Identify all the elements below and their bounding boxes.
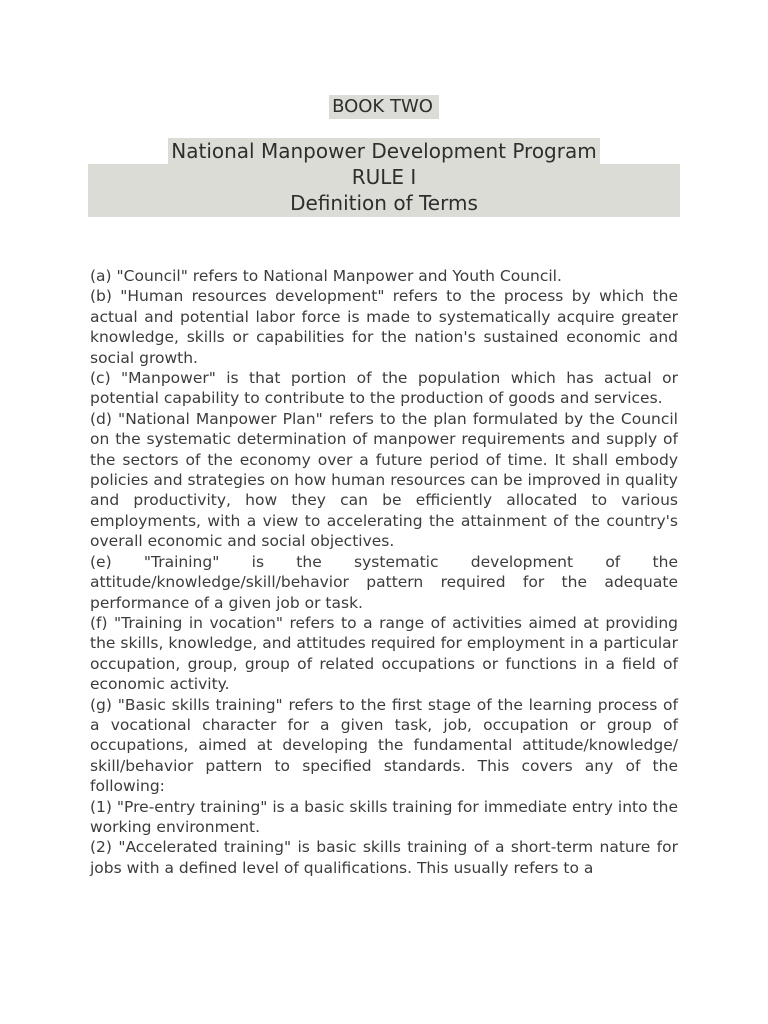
definition-paragraph: (2) "Accelerated training" is basic skills training of a short-term nature for jobs with a defined level of qualifications. This usually refers to a	[90, 838, 678, 877]
definition-paragraph: (g) "Basic skills training" refers to the first stage of the learning process of a vocational character for a given task, job, occupation or group of occupations, aimed at developing the fundamental attitude/knowledge/ skill/behavior pattern to specified standards. This covers any of the following:	[90, 695, 678, 796]
definition-paragraph: (e) "Training" is the systematic development of the attitude/knowledge/skill/behavior pattern required for the adequate performance of a given job or task.	[90, 552, 678, 612]
book-title: BOOK TWO	[329, 95, 439, 119]
book-title-container	[0, 95, 768, 119]
definition-paragraph: (c) "Manpower" is that portion of the population which has actual or potential capability to contribute to the production of goods and services.	[90, 369, 678, 408]
definitions-body	[90, 266, 678, 878]
definition-paragraph: (1) "Pre-entry training" is a basic skills training for immediate entry into the working environment.	[90, 797, 678, 836]
rule-subtitle: Definition of Terms	[290, 191, 478, 215]
definition-paragraph: (f) "Training in vocation" refers to a range of activities aimed at providing the skills, knowledge, and attitudes required for employment in a particular occupation, group, group of related occupations or functions in a field of economic activity.	[90, 613, 678, 694]
heading-first-line-container	[0, 138, 768, 164]
program-title: National Manpower Development Program	[168, 138, 599, 164]
definition-paragraph: (b) "Human resources development" refers to the process by which the actual and potential labor force is made to systematically acquire greater knowledge, skills or capabilities for the nation's sustained economic and social growth.	[90, 287, 678, 367]
rule-title: RULE I	[351, 165, 417, 189]
definition-paragraph: (a) "Council" refers to National Manpower and Youth Council.	[90, 267, 562, 285]
definition-paragraph: (d) "National Manpower Plan" refers to the plan formulated by the Council on the systematic determination of manpower requirements and supply of the sectors of the economy over a future period of time. It shall embody policies and strategies on how human resources can be improved in quality and productivity, how they can be efficiently allocated to various employments, with a view to accelerating the attainment of the country's overall economic and social objectives.	[90, 409, 678, 551]
rule-heading-block	[88, 164, 680, 217]
